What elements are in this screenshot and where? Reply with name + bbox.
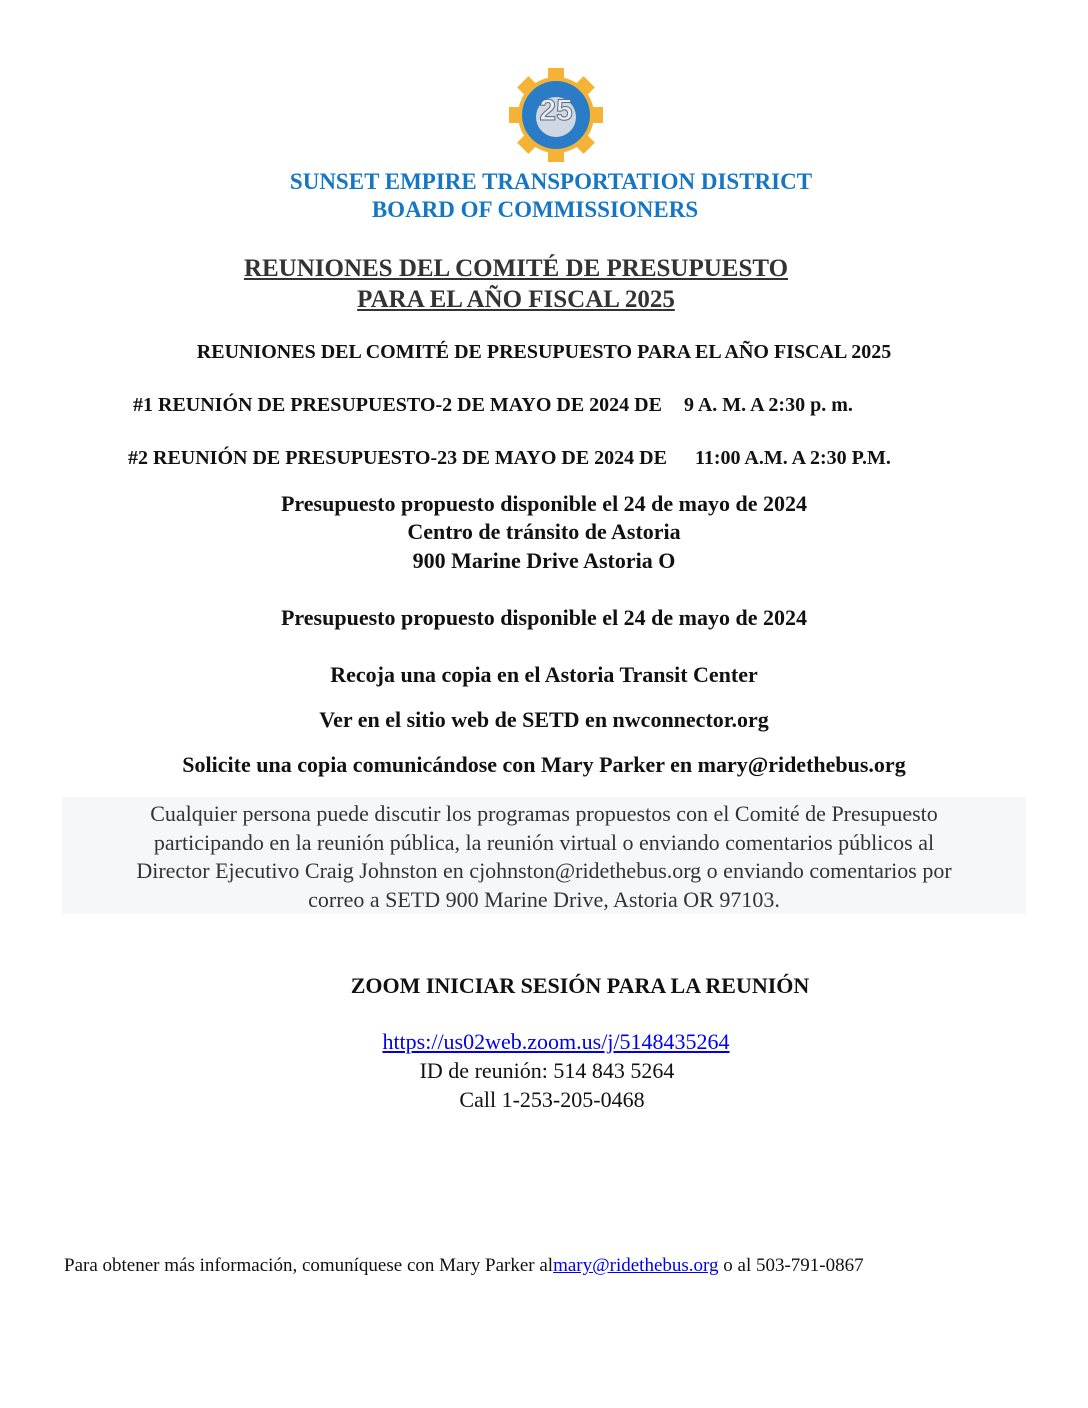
zoom-link[interactable]: https://us02web.zoom.us/j/5148435264	[382, 1029, 730, 1054]
meeting-2-label: #2 REUNIÓN DE PRESUPUESTO-23 DE MAYO DE 2024 DE	[128, 447, 667, 469]
meeting-1-time: 9 A. M. A 2:30 p. m.	[683, 394, 853, 416]
zoom-heading: ZOOM INICIAR SESIÓN PARA LA REUNIÓN	[350, 973, 810, 998]
location-address: 900 Marine Drive Astoria O	[412, 548, 676, 573]
setd-logo	[509, 68, 603, 162]
subtitle: REUNIONES DEL COMITÉ DE PRESUPUESTO PARA EL AÑO FISCAL 2025	[196, 341, 892, 363]
meeting-1-label: #1 REUNIÓN DE PRESUPUESTO-2 DE MAYO DE 2024 DE	[133, 394, 662, 416]
board-name: BOARD OF COMMISSIONERS	[371, 197, 699, 222]
meeting-2	[128, 447, 891, 470]
notice-line: Director Ejecutivo Craig Johnston en cjohnston@ridethebus.org o enviando comentarios por	[136, 858, 952, 883]
zoom-meeting-id: ID de reunión: 514 843 5264	[419, 1058, 675, 1083]
public-comment-notice	[62, 797, 1026, 914]
budget-available: Presupuesto propuesto disponible el 24 de mayo de 2024	[280, 491, 808, 516]
org-name: SUNSET EMPIRE TRANSPORTATION DISTRICT	[289, 169, 813, 194]
location-name: Centro de tránsito de Astoria	[407, 519, 681, 544]
option-website: Ver en el sitio web de SETD en nwconnector.org	[319, 707, 769, 732]
option-request: Solicite una copia comunicándose con Mary Parker en mary@ridethebus.org	[182, 752, 906, 777]
page-title-line1: REUNIONES DEL COMITÉ DE PRESUPUESTO	[243, 255, 789, 282]
notice-line: Cualquier persona puede discutir los programas propuestos con el Comité de Presupuesto	[150, 801, 938, 826]
zoom-call-number: Call 1-253-205-0468	[459, 1087, 645, 1112]
svg-text:25: 25	[539, 94, 573, 127]
budget-available-2: Presupuesto propuesto disponible el 24 de mayo de 2024	[280, 605, 808, 630]
notice-line: participando en la reunión pública, la reunión virtual o enviando comentarios públicos al	[153, 829, 935, 855]
notice-line: correo a SETD 900 Marine Drive, Astoria OR 97103.	[308, 886, 780, 912]
footer-prefix: Para obtener más información, comuníquese con Mary Parker al	[64, 1255, 554, 1276]
footer-contact	[64, 1255, 864, 1277]
meeting-2-time: 11:00 A.M. A 2:30 P.M.	[694, 447, 891, 469]
footer-suffix: o al 503-791-0867	[718, 1255, 864, 1276]
meeting-1	[133, 394, 853, 417]
option-pickup: Recoja una copia en el Astoria Transit Center	[330, 662, 758, 687]
page-title-line2: PARA EL AÑO FISCAL 2025	[357, 286, 675, 313]
footer-email-link[interactable]: mary@ridethebus.org	[553, 1255, 719, 1276]
